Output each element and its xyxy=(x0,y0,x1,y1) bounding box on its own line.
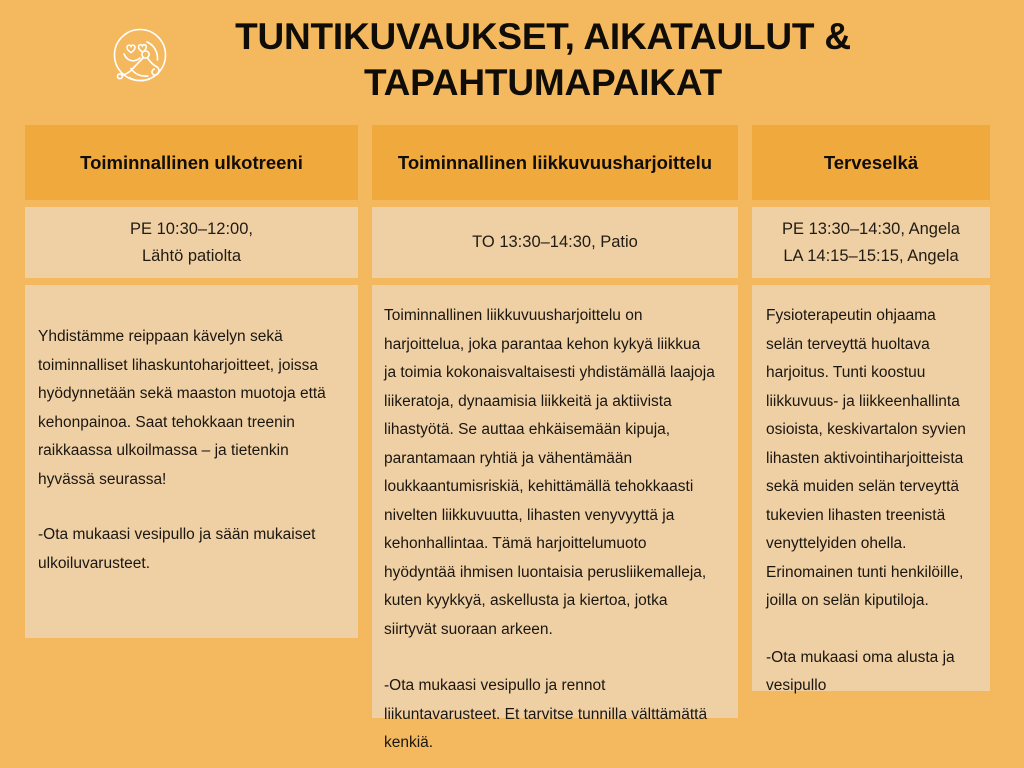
class-card-ulkotreeni xyxy=(25,125,358,638)
card-schedule xyxy=(752,207,990,278)
class-card-liikkuvuusharjoittelu xyxy=(372,125,738,751)
schedule-line: PE 10:30–12:00, xyxy=(130,219,253,238)
card-paragraph: Toiminnallinen liikkuvuusharjoittelu on harjoittelua, joka parantaa kehon kykyä liikkua ja toimia kokonaisvaltaisesti yhdistämällä laajoja liikeratoja, dynaamisia liikkeitä ja aktiivista lihastyötä. Se auttaa ehkäisemään kipuja, parantamaan ryhtiä ja vähentämään loukkaantumisriskiä, kehittämällä tehokkaasti nivelten liikkuvuutta, lihasten venyvyyttä ja kehonhallintaa. Tämä harjoittelumuoto hyödyntää ihmisen luontaisia perusliikemalleja, kuten kyykkyä, askellusta ja kiertoa, jotka siirtyvät suoraan arkeen. xyxy=(384,307,715,638)
card-body xyxy=(752,285,990,694)
card-title: Toiminnallinen ulkotreeni xyxy=(25,125,358,200)
card-paragraph: Fysioterapeutin ohjaama selän terveyttä huoltava harjoitus. Tunti koostuu liikkuvuus- ja liikkeenhallinta osioista, keskivartalon syvien lihasten aktivointiharjoitteista sekä muiden selän terveyttä tukevien lihasten treenistä venyttelyiden ohella. Erinomainen tunti henkilöille, joilla on selän kiputiloja. xyxy=(766,307,966,609)
card-paragraph-note: -Ota mukaasi vesipullo ja rennot liikuntavarusteet. Et tarvitse tunnilla välttämättä kenkiä. xyxy=(384,677,708,751)
card-paragraph: Yhdistämme reippaan kävelyn sekä toiminnalliset lihaskuntoharjoitteet, joissa hyödynnetään sekä maaston muotoja että kehonpainoa. Saat tehokkaan treenin raikkaassa ulkoilmassa – ja tietenkin hyvässä seurassa! xyxy=(38,328,326,488)
schedule-line: PE 13:30–14:30, Angela xyxy=(782,219,960,238)
schedule-line: TO 13:30–14:30, Patio xyxy=(472,233,638,251)
card-title: Terveselkä xyxy=(752,125,990,200)
card-body xyxy=(25,285,358,638)
card-title: Toiminnallinen liikkuvuusharjoittelu xyxy=(372,125,738,200)
page-title: TUNTIKUVAUKSET, AIKATAULUT & TAPAHTUMAPAIKAT xyxy=(235,16,851,103)
class-card-terveselka xyxy=(752,125,990,694)
schedule-line: Lähtö patiolta xyxy=(141,246,242,265)
card-paragraph-note: -Ota mukaasi vesipullo ja sään mukaiset ulkoiluvarusteet. xyxy=(38,526,316,572)
schedule-line: LA 14:15–15:15, Angela xyxy=(783,246,959,265)
card-schedule xyxy=(25,207,358,278)
card-body xyxy=(372,285,738,751)
card-schedule xyxy=(372,207,738,278)
card-paragraph-note: -Ota mukaasi oma alusta ja vesipullo xyxy=(766,648,955,694)
